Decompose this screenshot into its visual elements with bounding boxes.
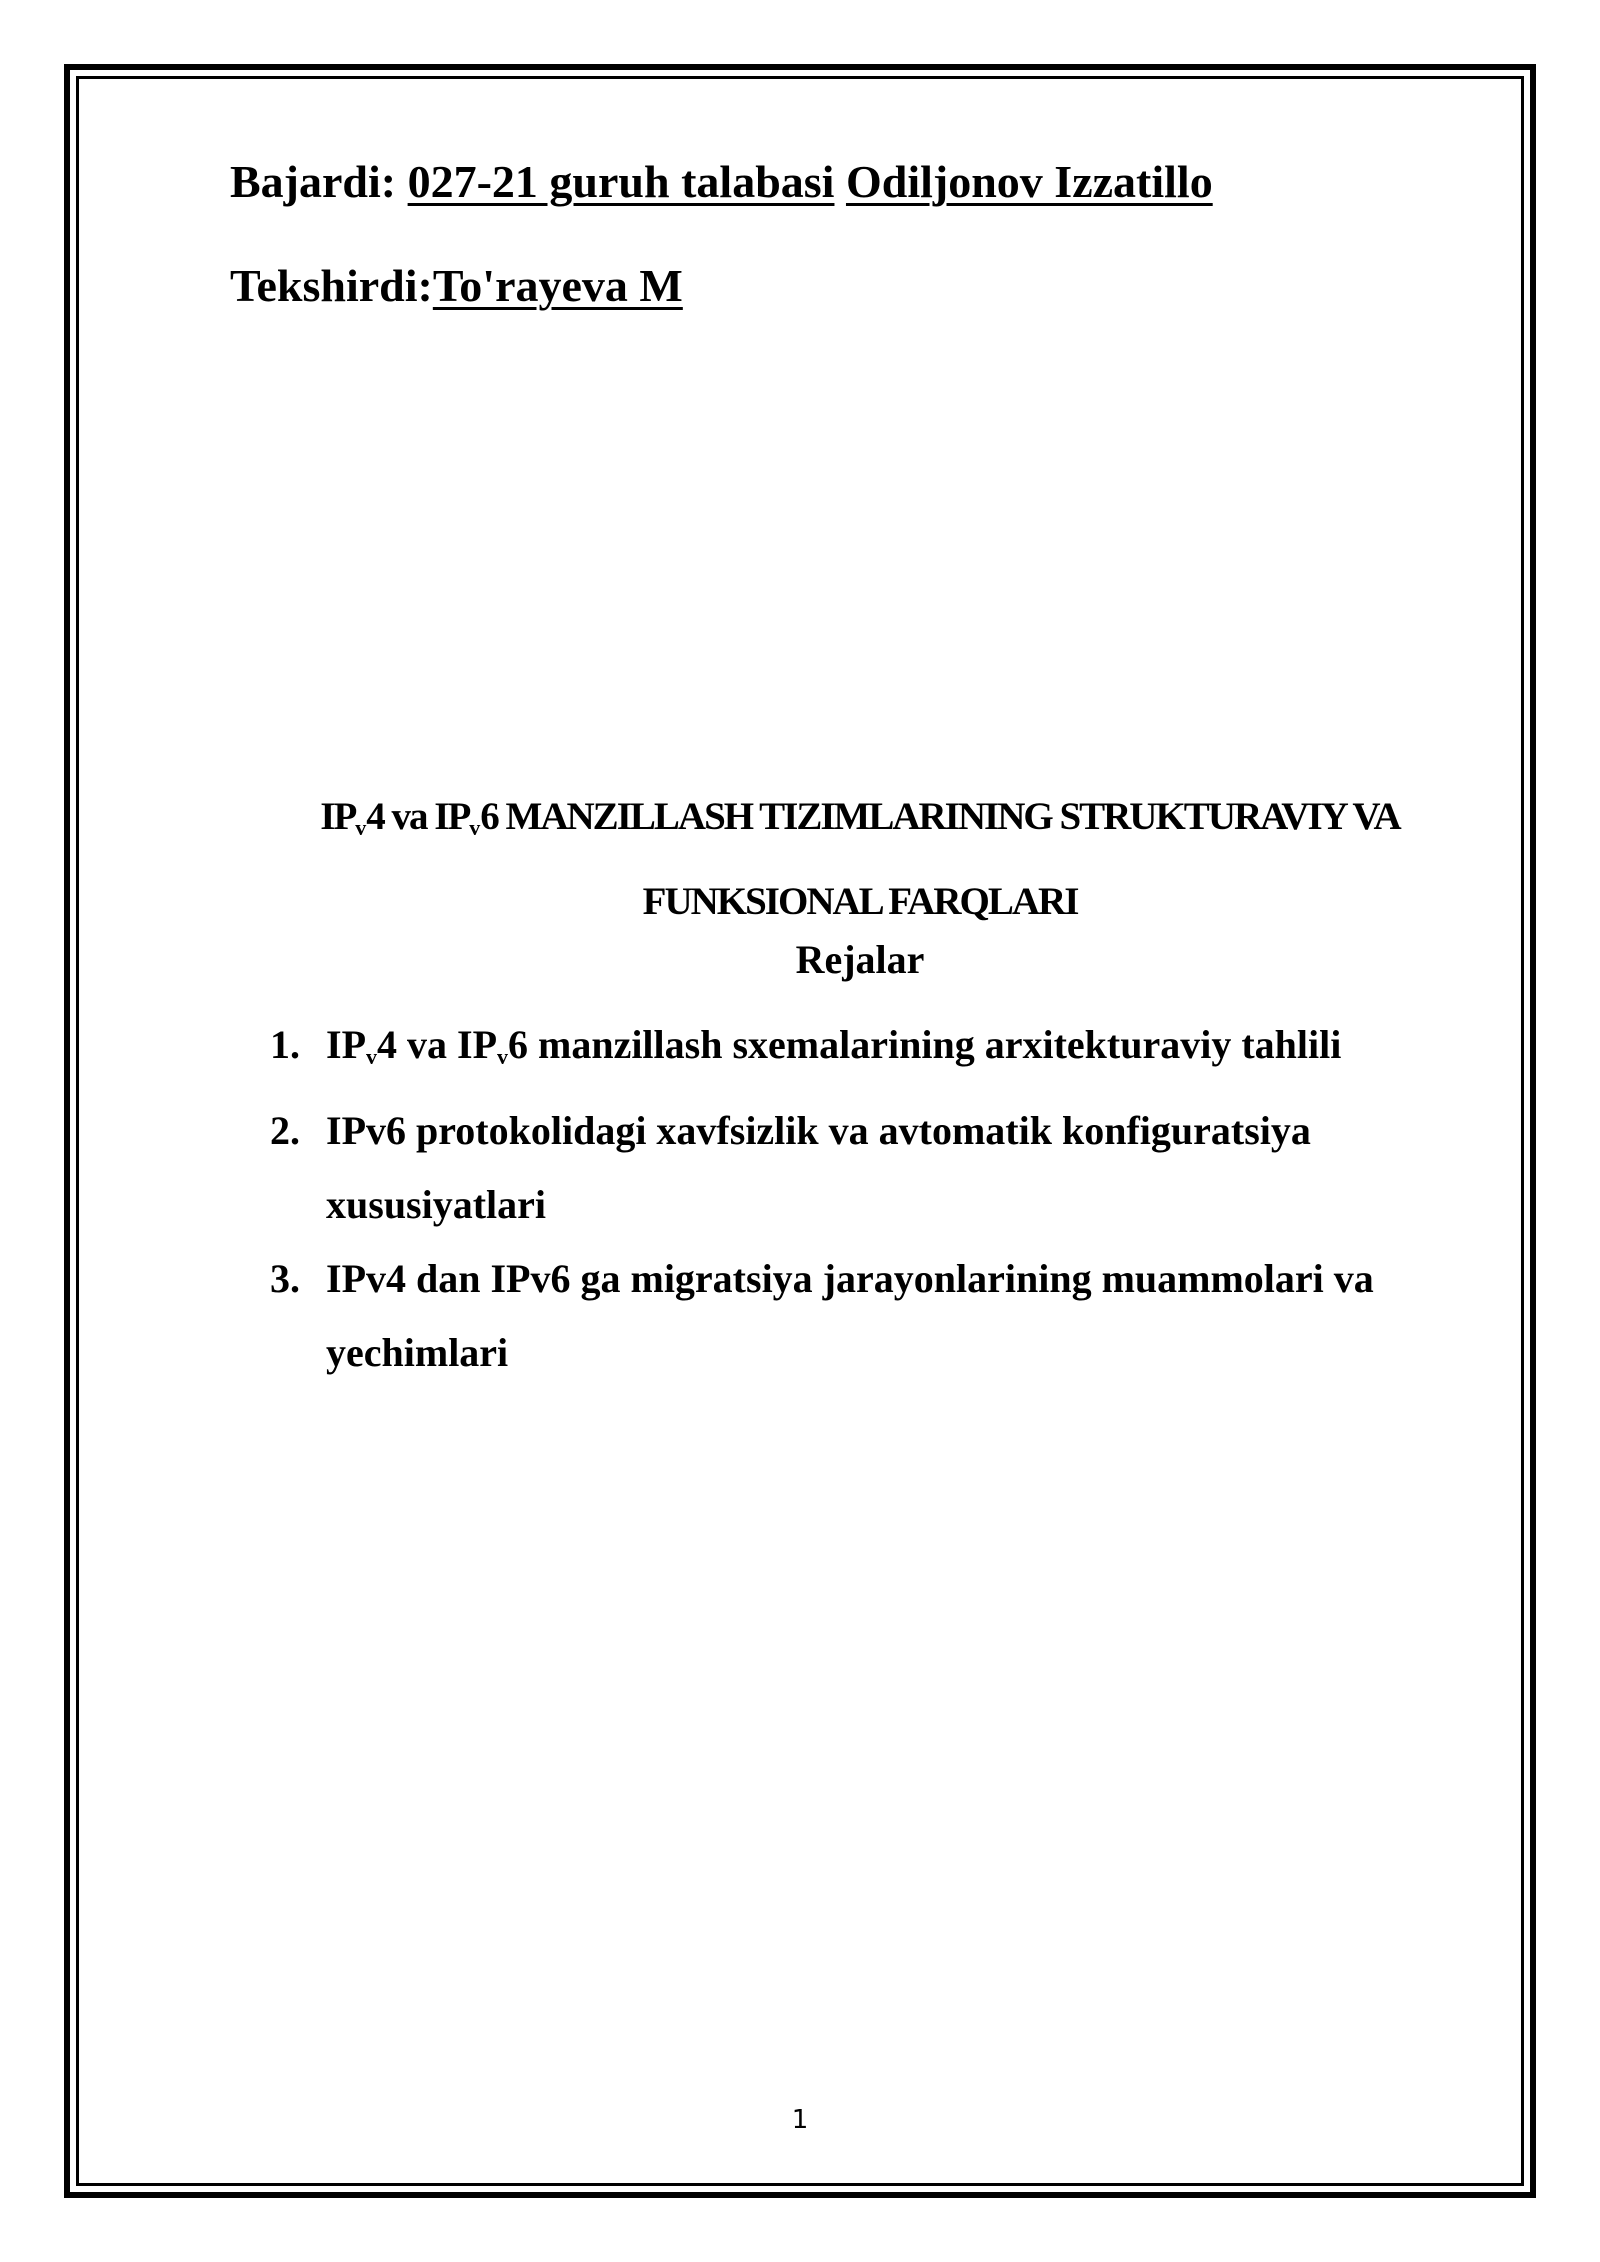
performer-name: Odiljonov Izzatillo xyxy=(845,156,1213,207)
reviewer-label: Tekshirdi: xyxy=(230,260,433,311)
document-title xyxy=(200,780,1520,939)
plan-item-2 xyxy=(270,1094,1490,1242)
performer-label: Bajardi: xyxy=(230,156,397,207)
plan-item-text xyxy=(326,1022,1341,1067)
plan-ip-a: IP xyxy=(326,1022,366,1067)
plan-item-text: IPv6 protokolidagi xavfsizlik va avtomatik konfiguratsiya xususiyatlari xyxy=(326,1108,1311,1227)
plan-item-number: 3. xyxy=(270,1256,300,1301)
reviewer-line xyxy=(230,258,683,314)
performer-group: 027-21 guruh talabasi xyxy=(407,156,835,207)
title-sub-a: v xyxy=(355,815,367,840)
title-sub-b: v xyxy=(469,815,481,840)
title-mid: 4 va IP xyxy=(366,795,470,838)
title-ip-a: IP xyxy=(320,795,356,838)
title-rest: 6 MANZILLASH TIZIMLARINING STRUKTURAVIY VA xyxy=(480,795,1400,838)
plan-rest: 6 manzillash sxemalarining arxitekturaviy tahlili xyxy=(508,1022,1342,1067)
plan-sub-b: v xyxy=(497,1044,508,1069)
reviewer-name: To'rayeva M xyxy=(432,260,683,311)
plan-list xyxy=(270,1008,1490,1390)
plan-item-text: IPv4 dan IPv6 ga migratsiya jarayonlarining muammolari va yechimlari xyxy=(326,1256,1374,1375)
plan-heading: Rejalar xyxy=(795,937,925,982)
page-number: 1 xyxy=(791,2105,809,2135)
plan-item-number: 2. xyxy=(270,1108,300,1153)
plan-sub-a: v xyxy=(366,1044,377,1069)
plan-item-3 xyxy=(270,1242,1490,1390)
plan-item-number: 1. xyxy=(270,1022,300,1067)
title-line-1 xyxy=(200,780,1520,865)
plan-item-1 xyxy=(270,1008,1490,1094)
title-line-2: FUNKSIONAL FARQLARI xyxy=(642,880,1078,923)
plan-mid: 4 va IP xyxy=(377,1022,497,1067)
performer-line xyxy=(230,154,1213,210)
